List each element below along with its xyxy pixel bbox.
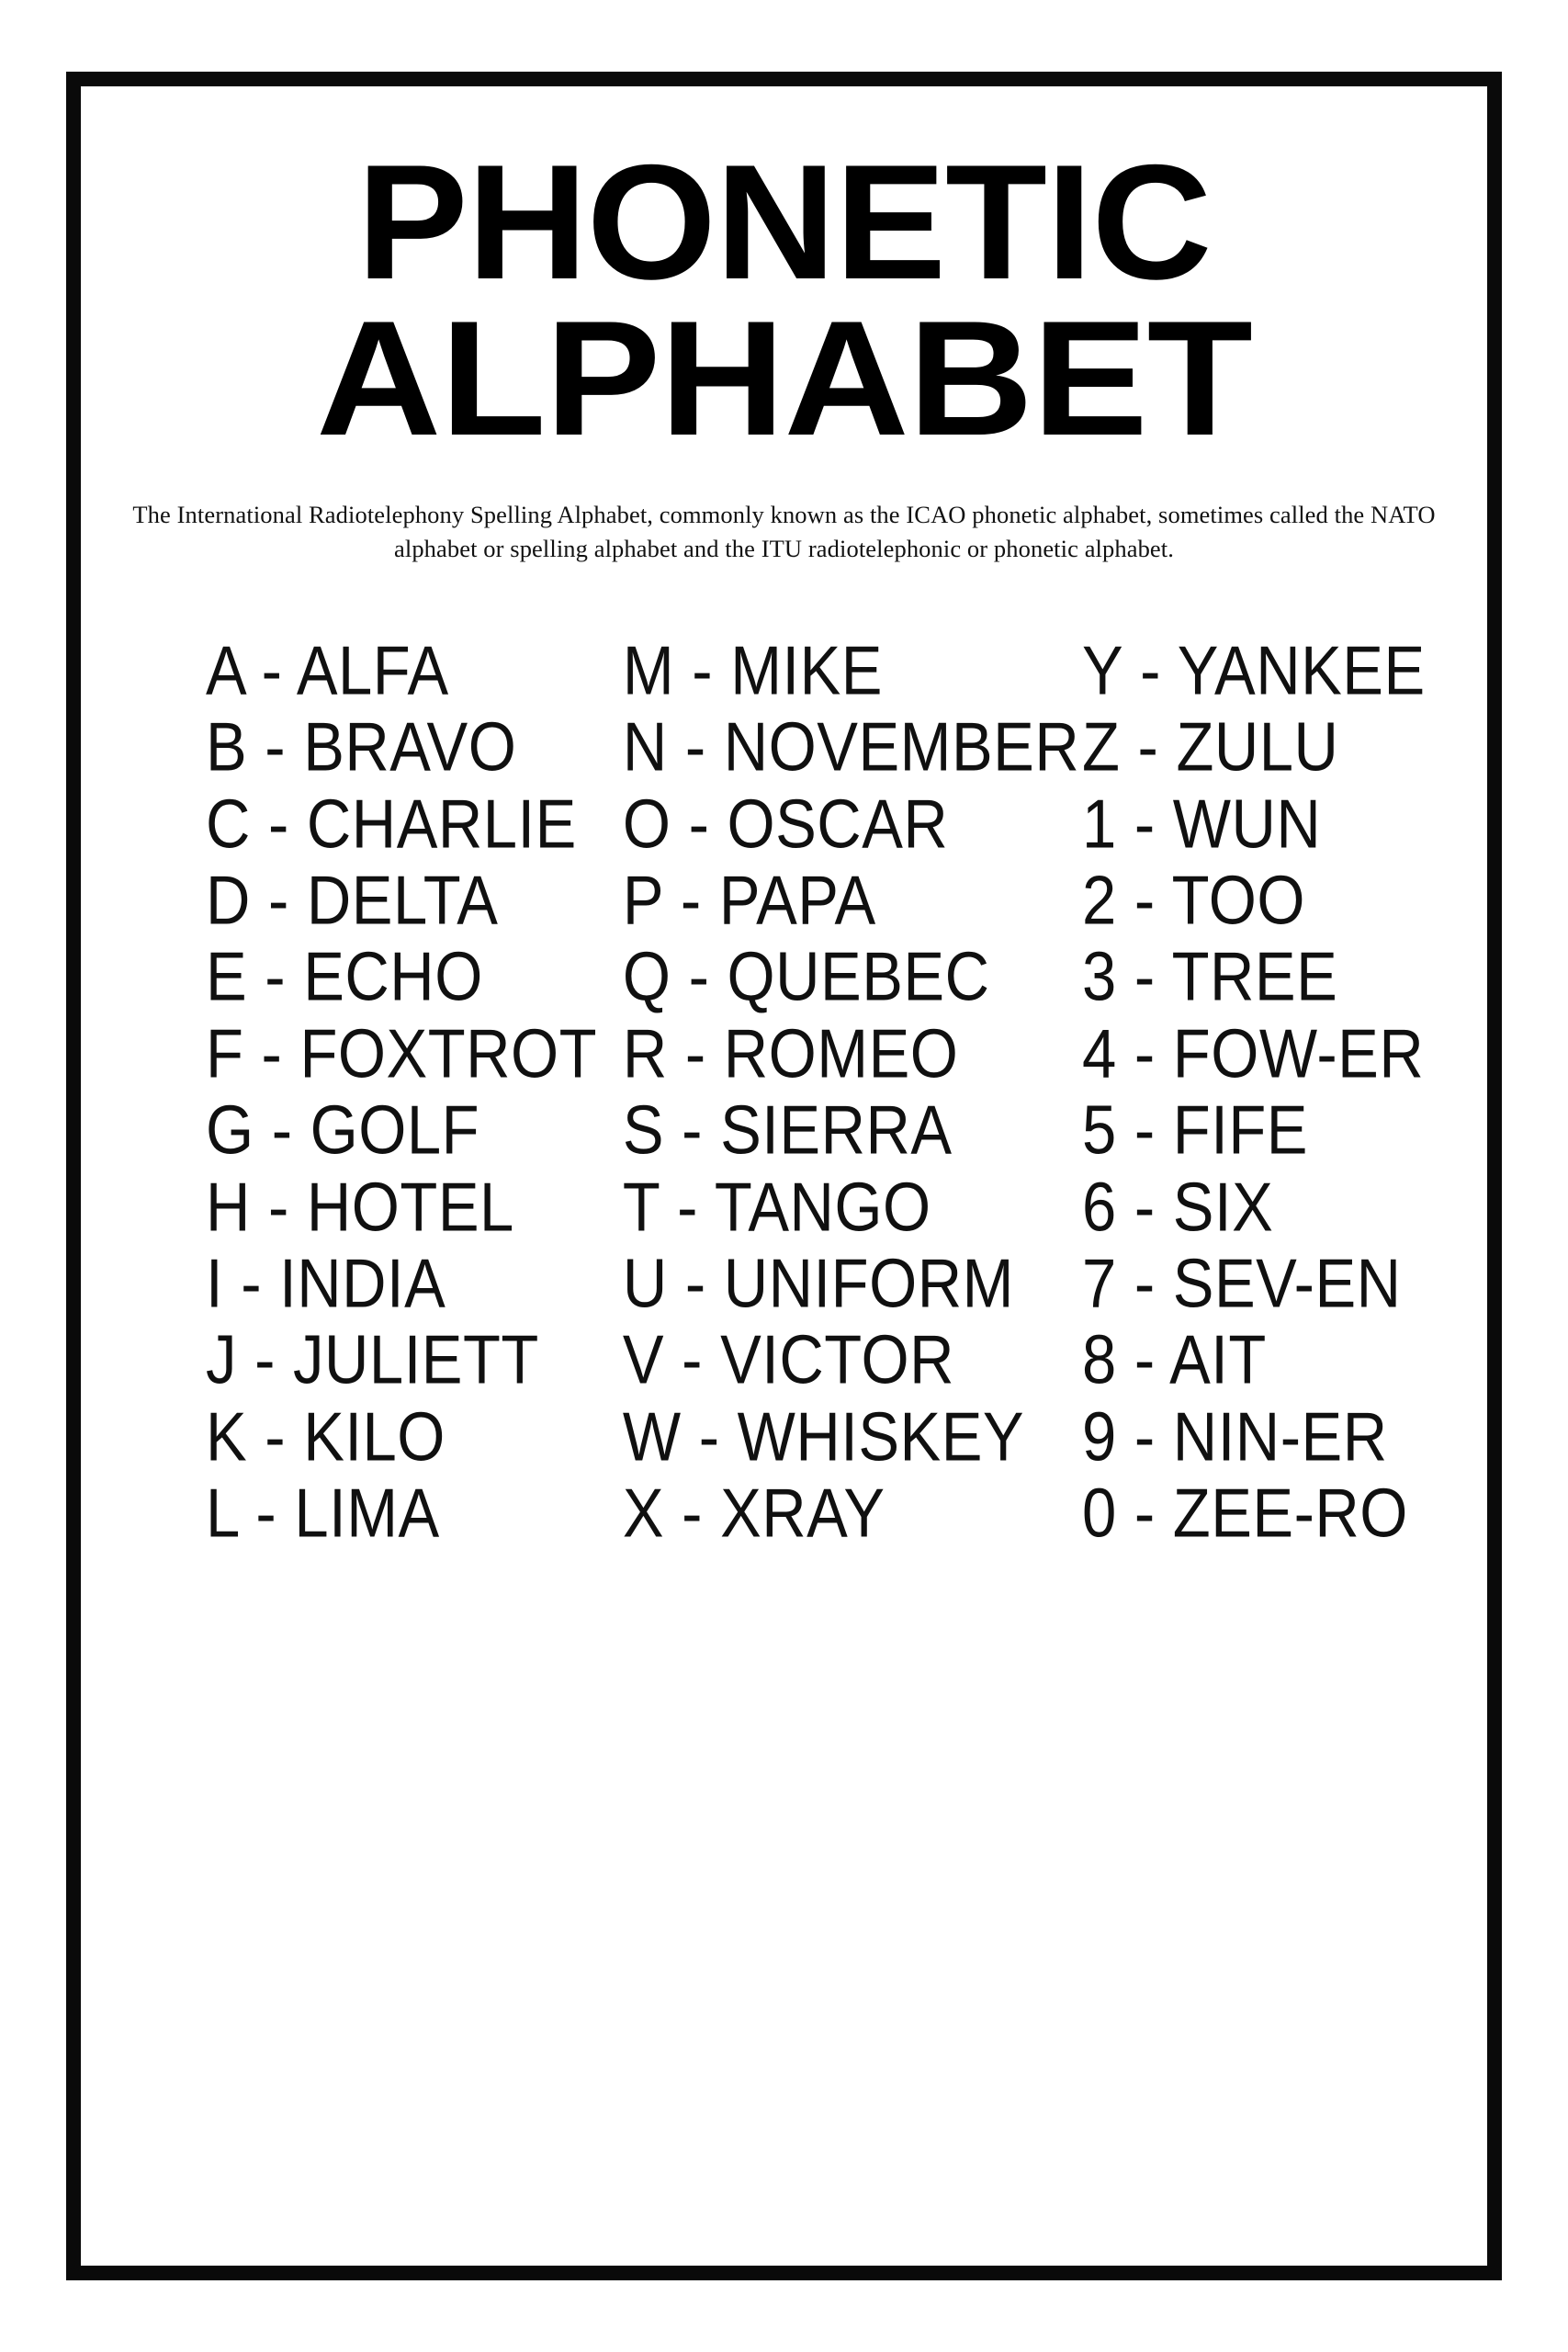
list-item: E - ECHO: [206, 938, 483, 1016]
list-item: D - DELTA: [206, 862, 499, 940]
list-item: H - HOTEL: [206, 1169, 514, 1247]
title-line-phonetic: PHONETIC: [356, 130, 1212, 313]
list-item: 1 - WUN: [1082, 786, 1322, 864]
alphabet-column-2: [623, 633, 1082, 2238]
list-item: 5 - FIFE: [1082, 1091, 1308, 1170]
list-item: I - INDIA: [206, 1245, 446, 1323]
poster-border-frame: [66, 72, 1502, 2280]
list-item: C - CHARLIE: [206, 786, 577, 864]
list-item: 8 - AIT: [1082, 1321, 1267, 1399]
list-item: P - PAPA: [622, 862, 876, 940]
list-item: 3 - TREE: [1082, 938, 1338, 1016]
list-item: O - OSCAR: [622, 786, 949, 864]
title-line-alphabet: ALPHABET: [316, 286, 1252, 469]
list-item: J - JULIETT: [206, 1321, 539, 1399]
list-item: Q - QUEBEC: [622, 938, 990, 1016]
list-item: 6 - SIX: [1082, 1169, 1274, 1247]
list-item: F - FOXTROT: [206, 1015, 598, 1093]
list-item: X - XRAY: [622, 1475, 886, 1553]
list-item: 9 - NIN-ER: [1082, 1398, 1388, 1476]
list-item: 4 - FOW-ER: [1082, 1015, 1425, 1093]
list-item: G - GOLF: [206, 1091, 480, 1170]
list-item: U - UNIFORM: [622, 1245, 1014, 1323]
list-item: Y - YANKEE: [1082, 632, 1426, 710]
list-item: 7 - SEV-EN: [1082, 1245, 1402, 1323]
alphabet-column-3: [1082, 633, 1439, 2238]
subtitle-description: The International Radiotelephony Spelling Alphabet, commonly known as the ICAO phonetic alphabet, sometimes called the NATO alphabet or spelling alphabet and the ITU radiotelephonic or phonetic alphabet.: [132, 500, 1436, 563]
alphabet-columns: [129, 633, 1439, 2238]
list-item: 2 - TOO: [1082, 862, 1306, 940]
list-item: V - VICTOR: [622, 1321, 954, 1399]
list-item: 0 - ZEE-RO: [1082, 1475, 1408, 1553]
list-item: T - TANGO: [622, 1169, 931, 1247]
list-item: N - NOVEMBER: [622, 708, 1080, 786]
list-item: L - LIMA: [206, 1475, 440, 1553]
list-item: A - ALFA: [206, 632, 449, 710]
page-title: [129, 130, 1439, 469]
alphabet-column-1: [206, 633, 623, 2238]
list-item: W - WHISKEY: [622, 1398, 1025, 1476]
list-item: K - KILO: [206, 1398, 446, 1476]
list-item: R - ROMEO: [622, 1015, 959, 1093]
list-item: M - MIKE: [622, 632, 883, 710]
list-item: B - BRAVO: [206, 708, 517, 786]
list-item: Z - ZULU: [1082, 708, 1339, 786]
list-item: S - SIERRA: [622, 1091, 953, 1170]
